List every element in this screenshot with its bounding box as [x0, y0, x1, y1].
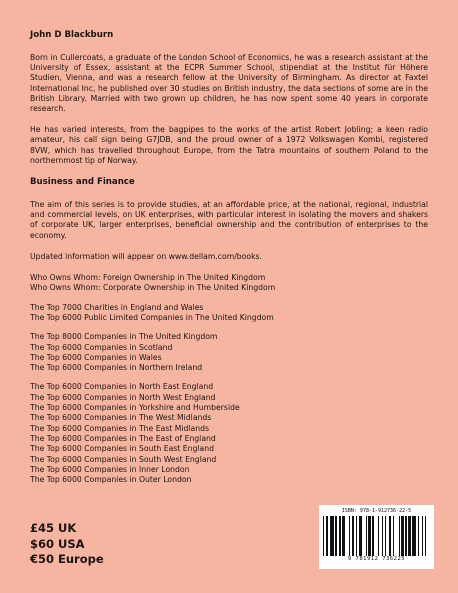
price-europe: €50 Europe — [30, 552, 104, 566]
price-uk: £45 UK — [30, 521, 77, 535]
book-title: The Top 6000 Public Limited Companies in The United Kingdom — [30, 312, 274, 322]
book-title: The Top 6000 Companies in South West England — [30, 454, 217, 464]
book-title: The Top 6000 Companies in Northern Ireland — [30, 363, 203, 373]
book-title: Who Owns Whom: Corporate Ownership in The United Kingdom — [30, 283, 276, 293]
barcode-digits: 9 781912 736225 — [347, 556, 406, 562]
isbn-barcode — [319, 505, 434, 569]
title-group-charities-plc — [30, 303, 428, 324]
book-title: The Top 6000 Companies in Wales — [30, 352, 162, 362]
book-title: The Top 8000 Companies in The United Kingdom — [30, 332, 218, 342]
series-heading: Business and Finance — [30, 177, 135, 188]
isbn-label: ISBN: 978-1-912736-22-5 — [341, 508, 412, 514]
title-group-ownership — [30, 273, 428, 294]
book-title: The Top 6000 Companies in Yorkshire and Humberside — [30, 403, 240, 413]
price-usa: $60 USA — [30, 536, 85, 551]
author-bio-paragraph-1: Born in Cullercoats, a graduate of the London School of Economics, he was a research assistant at the University of Essex, assistant at the ECPR Summer School, stipendiat at the Institut für Höhere Studien, Vienna, and was a research fellow at the University of Birmingham. As director at Faxtel International Inc, he published over 30 studies on British industry, the data sections of some are in the British Library. Married with two grown up children, he has now spent some 40 years in corporate research. — [30, 53, 428, 114]
book-title: The Top 6000 Companies in Scotland — [30, 342, 173, 352]
title-group-nations — [30, 332, 428, 373]
updates-note: Updated information will appear on www.dellam.com/books. — [30, 251, 262, 261]
book-title: The Top 7000 Charities in England and Wales — [30, 302, 204, 312]
book-title: The Top 6000 Companies in North West England — [30, 392, 216, 402]
book-title: The Top 6000 Companies in North East England — [30, 382, 214, 392]
book-title: The Top 6000 Companies in South East England — [30, 444, 214, 454]
book-title: Who Owns Whom: Foreign Ownership in The United Kingdom — [30, 273, 266, 283]
author-name: John D Blackburn — [30, 30, 114, 40]
price-list — [30, 521, 104, 568]
book-title: The Top 6000 Companies in The West Midlands — [30, 413, 212, 423]
author-bio-paragraph-2: He has varied interests, from the bagpipes to the works of the artist Robert Jobling; a keen radio amateur, his call sign being G7JDB, and the proud owner of a 1972 Volkswagen Kombi, registered 8VW, which has travelled throughout Europe, from the Tatra mountains of southern Poland to the northernmost tip of Norway. — [30, 125, 428, 165]
barcode-bars — [323, 516, 430, 556]
book-title: The Top 6000 Companies in The East of England — [30, 433, 216, 443]
series-aim-paragraph: The aim of this series is to provide studies, at an affordable price, at the national, regional, industrial and commercial levels, on UK enterprises, with particular interest in isolating the movers and shakers of corporate UK, larger enterprises, beneficial ownership and the contribution of enterprises to the economy. — [30, 200, 428, 240]
book-title: The Top 6000 Companies in Inner London — [30, 464, 190, 474]
back-cover-text — [30, 30, 428, 494]
title-group-regions — [30, 382, 428, 485]
book-title: The Top 6000 Companies in The East Midlands — [30, 423, 209, 433]
book-title: The Top 6000 Companies in Outer London — [30, 475, 192, 485]
